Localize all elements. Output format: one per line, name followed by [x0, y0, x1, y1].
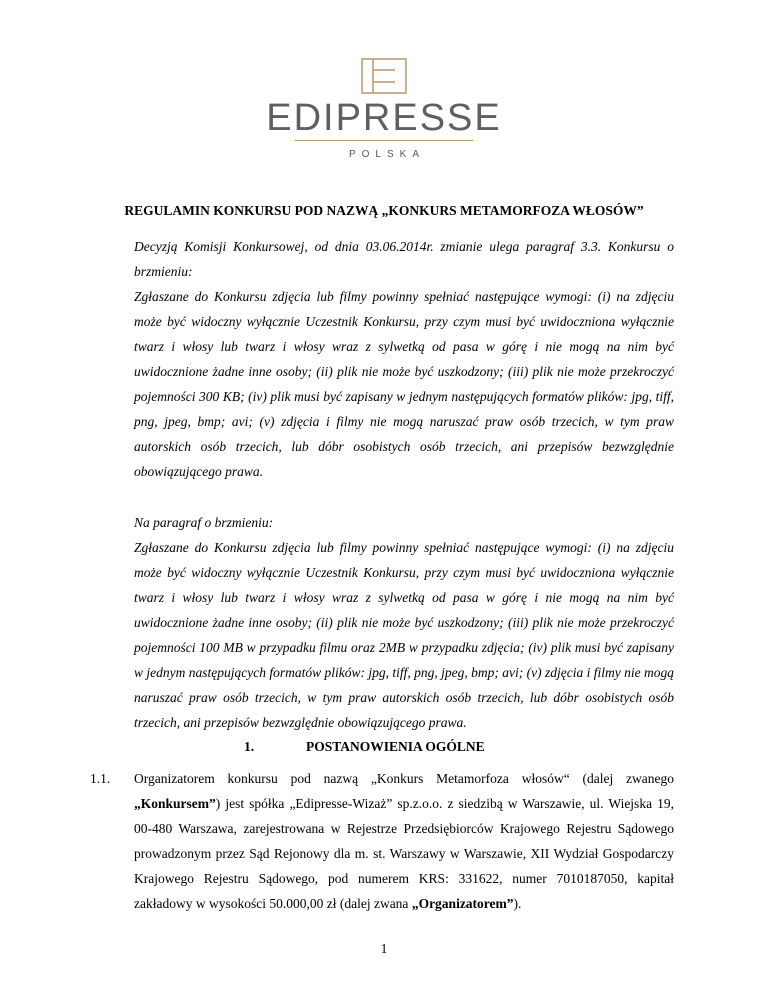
logo-divider	[295, 140, 473, 141]
page-number: 1	[380, 941, 388, 956]
paragraph-text	[134, 766, 674, 916]
section-number: 1.	[244, 739, 255, 754]
bold-term-konkurs: „Konkursem”	[134, 796, 216, 811]
bold-term-organizator: „Organizatorem”	[411, 896, 514, 911]
paragraph-text-part: ).	[513, 896, 522, 911]
amendment-new-intro: Na paragraf o brzmieniu:	[134, 515, 274, 530]
paragraph-text-part: Organizatorem konkursu pod nazwą „Konkurs Metamorfoza włosów“ (dalej zwanego	[134, 771, 674, 786]
section-heading	[244, 739, 485, 755]
amendment-new-text: Zgłaszane do Konkursu zdjęcia lub filmy powinny spełniać następujące wymogi: (i) na zdjęciu może być widoczny wyłącznie Uczestnik Konkursu, przy czym musi być uwidoczniona wyłącznie twarz i włosy lub twarz i włosy wraz z sylwetką od pasa w górę i nie mogą na nim być uwidocznione żadne inne osoby; (ii) plik nie może być uszkodzony; (iii) plik nie może przekroczyć pojemności 100 MB w przypadku filmu oraz 2MB w przypadku zdjęcia; (iv) plik musi być zapisany w jednym następujących formatów plików: jpg, tiff, png, jpeg, bmp; avi; (v) zdjęcia i filmy nie mogą naruszać praw osób trzecich, w tym praw autorskich osób trzecich, lub dóbr osobistych osób trzecich, ani przepisów bezwzględnie obowiązującego prawa.	[134, 540, 674, 730]
section-title: POSTANOWIENIA OGÓLNE	[306, 739, 485, 754]
edipresse-emblem-icon	[361, 58, 407, 94]
logo-wordmark: EDIPRESSE	[266, 97, 502, 139]
paragraph-1-1	[90, 766, 674, 916]
amendment-new-block	[134, 510, 674, 735]
amendment-intro: Decyzją Komisji Konkursowej, od dnia 03.06.2014r. zmianie ulega paragraf 3.3. Konkursu o brzmieniu:	[134, 239, 674, 279]
paragraph-number: 1.1.	[90, 771, 111, 786]
amendment-old-text: Zgłaszane do Konkursu zdjęcia lub filmy powinny spełniać następujące wymogi: (i) na zdjęciu może być widoczny wyłącznie Uczestnik Konkursu, przy czym musi być uwidoczniona wyłącznie twarz i włosy lub twarz i włosy wraz z sylwetką od pasa w górę i nie mogą na nim być uwidocznione żadne inne osoby; (ii) plik nie może być uszkodzony; (iii) plik nie może przekroczyć pojemności 300 KB; (iv) plik musi być zapisany w jednym następujących formatów plików: jpg, tiff, png, jpeg, bmp; avi; (v) zdjęcia i filmy nie mogą naruszać praw osób trzecich, w tym praw autorskich osób trzecich, lub dóbr osobistych osób trzecich, ani przepisów bezwzględnie obowiązującego prawa.	[134, 289, 674, 479]
paragraph-text-part: ) jest spółka „Edipresse-Wizaż” sp.z.o.o. z siedzibą w Warszawie, ul. Wiejska 19, 00-480 Warszawa, zarejestrowana w Rejestrze Przedsiębiorców Krajowego Rejestru Sądowego prowadzonym przez Sąd Rejonowy dla m. st. Warszawy w Warszawie, XII Wydział Gospodarczy Krajowego Rejestru Sądowego, pod numerem KRS: 331622, numer 7010187050, kapitał zakładowy w wysokości 50.000,00 zł (dalej zwana	[134, 796, 674, 911]
logo-subtitle: POLSKA	[348, 149, 426, 160]
amendment-old-block	[134, 234, 674, 484]
edipresse-logo	[0, 58, 768, 160]
document-title: REGULAMIN KONKURSU POD NAZWĄ „KONKURS METAMORFOZA WŁOSÓW”	[124, 203, 644, 218]
